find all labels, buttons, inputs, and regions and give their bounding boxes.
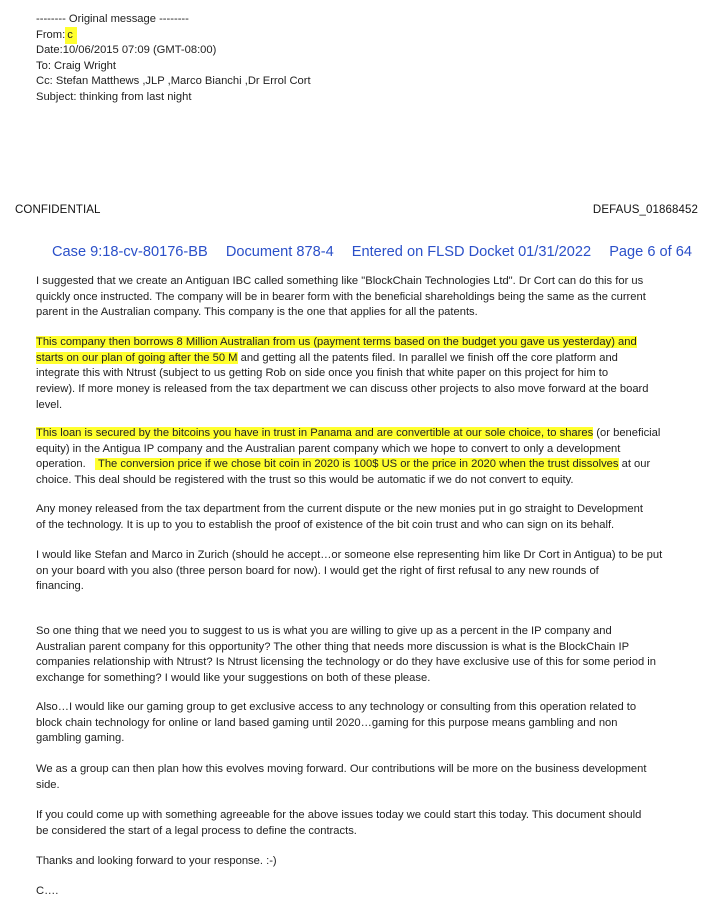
- text-line: quickly once instructed. The company will be in bearer form with the beneficial shareholdings being the same as the current: [36, 290, 646, 303]
- from-label: From:: [36, 28, 66, 41]
- date-line: Date:10/06/2015 07:09 (GMT-08:00): [36, 44, 217, 57]
- cc-line: Cc: Stefan Matthews ,JLP ,Marco Bianchi ,Dr Errol Cort: [36, 75, 311, 88]
- court-filing-stamp: [52, 244, 706, 260]
- text-line: side.: [36, 778, 60, 791]
- subject-line: Subject: thinking from last night: [36, 90, 192, 103]
- text-line: Any money released from the tax department from the current dispute or the new monies put in go straight to Development: [36, 503, 643, 515]
- original-message-divider: -------- Original message --------: [36, 13, 189, 25]
- text-line: parent in the Australian company. This company is the one that applies for all the patents.: [36, 306, 478, 319]
- highlighted-text: This company then borrows 8 Million Australian from us (payment terms based on the budget you gave us yesterday) and: [36, 336, 637, 348]
- text-line: If you could come up with something agreeable for the above issues today we could start this today. This document should: [36, 809, 642, 821]
- text-line: Thanks and looking forward to your response. :-): [36, 855, 277, 867]
- text-line: choice. This deal should be registered with the trust so this would be automatic if we do not convert to equity.: [36, 474, 574, 487]
- text-line: I suggested that we create an Antiguan IBC called something like "BlockChain Technologies Ltd". Dr Cort can do this for us: [36, 275, 644, 287]
- signature: [36, 884, 688, 900]
- from-line: [36, 28, 311, 44]
- text-line: gambling gaming.: [36, 732, 125, 745]
- text-line: companies relationship with Ntrust? Is Ntrust licensing the technology or do they have exclusive use of this for some period in: [36, 656, 656, 669]
- text-segment: (or beneficial: [593, 427, 661, 439]
- text-line: exchange for something? I would like your suggestions on both of these please.: [36, 672, 431, 685]
- text-line: I would like Stefan and Marco in Zurich (should he accept…or someone else representing him like Dr Cort in Antigua) to be put: [36, 549, 663, 561]
- text-line: on your board with you also (three person board for now). I would get the right of first refusal to any new rounds of: [36, 564, 599, 577]
- confidential-label: CONFIDENTIAL: [15, 204, 101, 216]
- text-line: Also…I would like our gaming group to get exclusive access to any technology or consulting from this operation related to: [36, 701, 637, 713]
- paragraph-10: [36, 854, 688, 870]
- text-line: [36, 351, 688, 367]
- paragraph-2: [36, 335, 688, 413]
- page-number: Page 6 of 64: [609, 244, 692, 260]
- text-segment: operation.: [36, 458, 96, 471]
- text-line: [36, 335, 688, 351]
- paragraph-9: [36, 808, 688, 839]
- paragraph-1: [36, 274, 688, 321]
- highlighted-text: starts on our plan of going after the 50 M: [36, 351, 238, 364]
- text-line: of the technology. It is up to you to establish the proof of existence of the bit coin trust and who can sign on its behalf.: [36, 518, 615, 531]
- text-line: review). If more money is released from the tax department we can discuss other projects to also move forward at the board: [36, 383, 649, 396]
- document-number: Document 878-4: [225, 244, 334, 260]
- to-line: To: Craig Wright: [36, 59, 116, 72]
- text-line: So one thing that we need you to suggest to us is what you are willing to give up as a percent in the IP company and: [36, 625, 612, 637]
- text-segment: at our: [618, 458, 651, 471]
- paragraph-3: [36, 426, 688, 489]
- text-line: equity) in the Antigua IP company and the Australian parent company which we hope to convert to only a development: [36, 442, 621, 455]
- highlighted-text: This loan is secured by the bitcoins you have in trust in Panama and are convertible at our sole choice, to shares: [36, 427, 594, 439]
- paragraph-7: [36, 700, 688, 747]
- text-line: C….: [36, 885, 59, 897]
- text-segment: and getting all the patents filed. In parallel we finish off the core platform and: [237, 351, 618, 364]
- bates-number: DEFAUS_01868452: [592, 204, 698, 216]
- text-line: block chain technology for online or land based gaming until 2020…gaming for this purpose means gambling and non: [36, 716, 618, 729]
- paragraph-4: [36, 502, 688, 533]
- text-line: [36, 457, 688, 473]
- text-line: level.: [36, 398, 63, 411]
- text-line: be considered the start of a legal process to define the contracts.: [36, 824, 357, 837]
- text-line: integrate this with Ntrust (subject to us getting Rob on side once you finish that white paper on this project for him to: [36, 367, 609, 380]
- text-line: [36, 426, 688, 442]
- email-header: [36, 12, 311, 106]
- case-number: Case 9:18-cv-80176-BB: [52, 244, 208, 260]
- text-line: Australian parent company for this opportunity? The other thing that needs more discussion is what is the BlockChain IP: [36, 640, 630, 653]
- paragraph-5: [36, 548, 688, 595]
- docket-entry: Entered on FLSD Docket 01/31/2022: [351, 244, 592, 260]
- paragraph-8: [36, 762, 688, 793]
- highlighted-text: The conversion price if we chose bit coin in 2020 is 100$ US or the price in 2020 when the trust dissolves: [95, 458, 619, 471]
- text-line: We as a group can then plan how this evolves moving forward. Our contributions will be more on the business development: [36, 763, 647, 775]
- from-value: c: [65, 27, 77, 44]
- paragraph-6: [36, 624, 688, 687]
- text-line: financing.: [36, 580, 84, 593]
